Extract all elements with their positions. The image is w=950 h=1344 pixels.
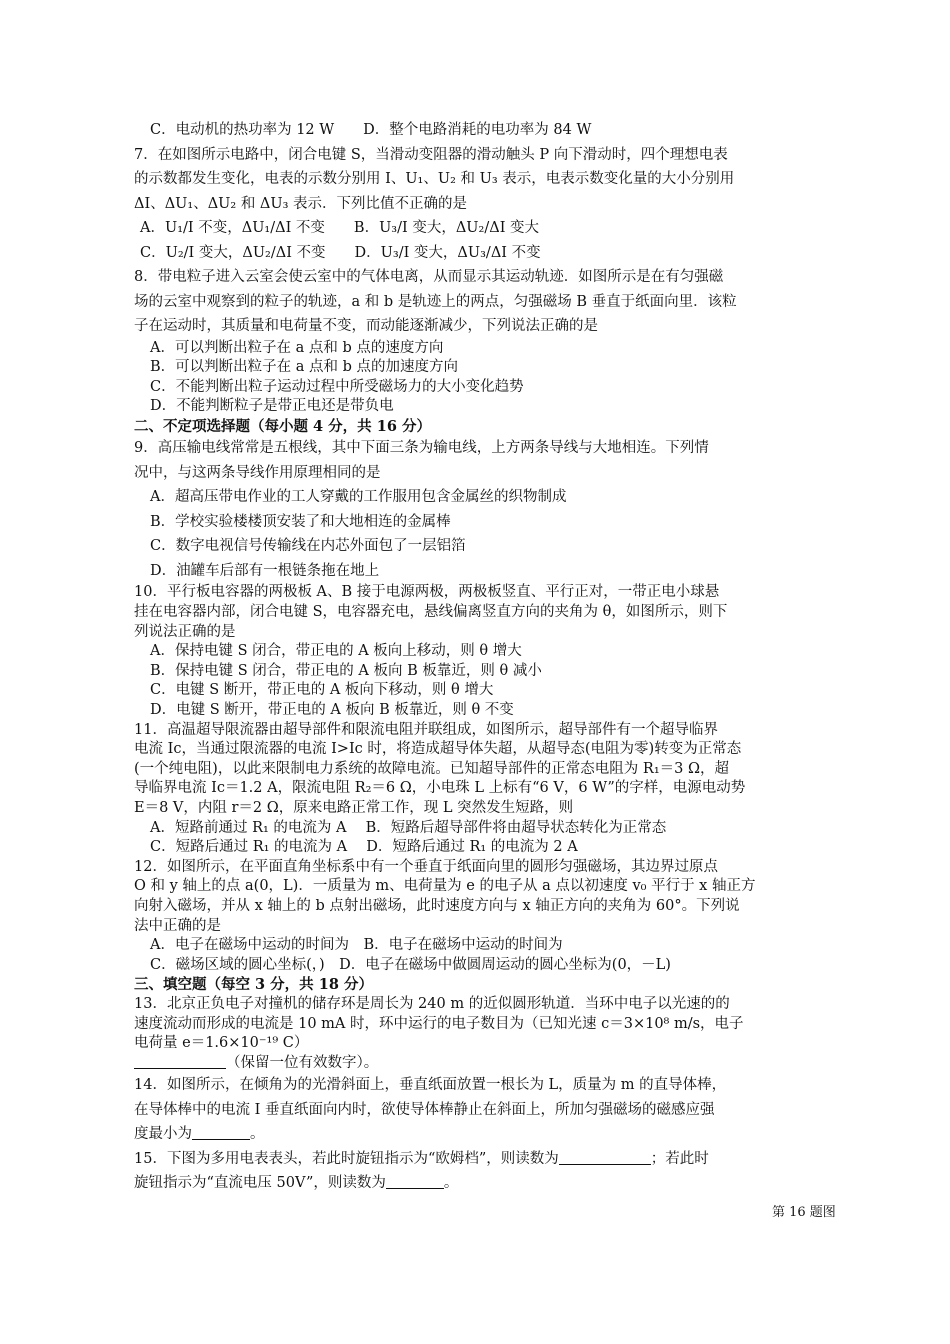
text-line: 子在运动时，其质量和电荷量不变，而动能逐渐减少，下列说法正确的是 <box>134 318 598 334</box>
q14-line-3 <box>134 1122 816 1147</box>
text-line: C．磁场区域的圆心坐标(，) D．电子在磁场中做圆周运动的圆心坐标为(0，－L) <box>150 956 671 973</box>
text-line: 8．带电粒子进入云室会使云室中的气体电离，从而显示其运动轨迹．如图所示是在有匀强磁 <box>134 269 724 285</box>
text-line: 况中，与这两条导线作用原理相同的是 <box>134 464 381 481</box>
q15-text-c: 旋钮指示为“直流电压 50V”，则读数为 <box>134 1175 386 1192</box>
text-line: 导临界电流 Ic＝1.2 A，限流电阻 R₂＝6 Ω，小电珠 L 上标有“6 V，6 W”的字样，电源电动势 <box>134 780 746 797</box>
q15-text-b: ；若此时 <box>650 1150 709 1167</box>
text-line: C．短路后通过 R₁ 的电流为 A D．短路后通过 R₁ 的电流为 2 A <box>150 839 578 856</box>
text-line: B．学校实验楼楼顶安装了和大地相连的金属棒 <box>150 513 451 530</box>
question-text-block <box>134 118 816 1054</box>
text-line: 12．如图所示，在平面直角坐标系中有一个垂直于纸面向里的圆形匀强磁场，其边界过原点 <box>134 858 718 875</box>
text-line: E＝8 V，内阻 r＝2 Ω，原来电路正常工作，现 L 突然发生短路，则 <box>134 800 574 816</box>
section-heading: 二、不定项选择题（每小题 4 分，共 16 分） <box>134 417 431 435</box>
text-line: B．保持电键 S 闭合，带正电的 A 板向 B 板靠近，则 θ 减小 <box>150 662 542 679</box>
q15-line-1 <box>134 1147 816 1172</box>
figure-caption: 第 16 题图 <box>772 1205 836 1220</box>
section-heading: 三、填空题（每空 3 分，共 18 分） <box>134 976 373 994</box>
text-line: A．短路前通过 R₁ 的电流为 A B．短路后超导部件将由超导状态转化为正常态 <box>150 819 667 836</box>
q15-text-a: 15．下图为多用电表表头，若此时旋钮指示为“欧姆档”，则读数为 <box>134 1150 559 1167</box>
q13-answer-line <box>134 1054 816 1074</box>
text-line: B．可以判断出粒子在 a 点和 b 点的加速度方向 <box>150 359 459 376</box>
text-line: A．电子在磁场中运动的时间为 B．电子在磁场中运动的时间为 <box>150 937 563 954</box>
q15-line-2 <box>134 1171 816 1196</box>
q14-answer-blank[interactable] <box>192 1125 250 1140</box>
q13-answer-blank[interactable] <box>134 1054 226 1069</box>
text-line: 电荷量 e＝1.6×10⁻¹⁹ C） <box>134 1035 309 1052</box>
text-line: 的示数都发生变化，电表的示数分别用 I、U₁、U₂ 和 U₃ 表示，电表示数变化量的大小分别用 <box>134 171 735 187</box>
q15-ohm-answer-blank[interactable] <box>559 1150 651 1165</box>
text-line: 向射入磁场，并从 x 轴上的 b 点射出磁场，此时速度方向与 x 轴正方向的夹角为 60°。下列说 <box>134 897 740 914</box>
text-line: C．电动机的热功率为 12 W D．整个电路消耗的电功率为 84 W <box>150 122 592 138</box>
text-line: 法中正确的是 <box>134 917 221 934</box>
text-line: D．电键 S 断开，带正电的 A 板向 B 板靠近，则 θ 不变 <box>150 702 514 719</box>
text-line: 11．高温超导限流器由超导部件和限流电阻并联组成，如图所示，超导部件有一个超导临界 <box>134 721 718 738</box>
q13-tail: （保留一位有效数字）。 <box>226 1054 379 1071</box>
text-line: C．不能判断出粒子运动过程中所受磁场力的大小变化趋势 <box>150 378 524 395</box>
q14-tail-a: 度最小为 <box>134 1126 192 1143</box>
q15-text-d: 。 <box>443 1175 459 1192</box>
text-line: 7．在如图所示电路中，闭合电键 S，当滑动变阻器的滑动触头 P 向下滑动时，四个理想电表 <box>134 146 728 163</box>
text-line: 13．北京正负电子对撞机的储存环是周长为 240 m 的近似圆形轨道．当环中电子以光速的的 <box>134 995 730 1012</box>
text-line: C．U₂/I 变大，ΔU₂/ΔI 不变 D．U₃/I 变大，ΔU₃/ΔI 不变 <box>140 244 541 261</box>
q14-line-1: 14．如图所示，在倾角为的光滑斜面上，垂直纸面放置一根长为 L，质量为 m 的直导体棒， <box>134 1077 727 1094</box>
text-line: 速度流动而形成的电流是 10 mA 时，环中运行的电子数目为（已知光速 c＝3×10⁸ m/s，电子 <box>134 1015 744 1032</box>
text-line: A．保持电键 S 闭合，带正电的 A 板向上移动，则 θ 增大 <box>150 643 522 660</box>
q14-tail-b: 。 <box>250 1126 265 1143</box>
text-line: C．电键 S 断开，带正电的 A 板向下移动，则 θ 增大 <box>150 682 494 699</box>
text-line: A．U₁/I 不变，ΔU₁/ΔI 不变 B．U₃/I 变大，ΔU₂/ΔI 变大 <box>140 220 540 236</box>
text-line: A．可以判断出粒子在 a 点和 b 点的速度方向 <box>150 339 444 356</box>
text-line: ΔI、ΔU₁、ΔU₂ 和 ΔU₃ 表示．下列比值不正确的是 <box>134 195 468 212</box>
text-line: O 和 y 轴上的点 a(0，L)．一质量为 m、电荷量为 e 的电子从 a 点以初速度 v₀ 平行于 x 轴正方 <box>134 878 756 895</box>
text-line: 场的云室中观察到的粒子的轨迹，a 和 b 是轨迹上的两点，匀强磁场 B 垂直于纸面向里．该粒 <box>134 293 737 310</box>
text-line: D．油罐车后部有一根链条拖在地上 <box>150 562 380 579</box>
q14-line-2: 在导体棒中的电流 I 垂直纸面向内时，欲使导体棒静止在斜面上，所加匀强磁场的磁感应强 <box>134 1101 715 1118</box>
text-line: (一个纯电阻)，以此来限制电力系统的故障电流。已知超导部件的正常态电阻为 R₁＝3 Ω，超 <box>134 760 730 777</box>
text-line: D．不能判断粒子是带正电还是带负电 <box>150 398 394 415</box>
text-line: 电流 Ic，当通过限流器的电流 I>Ic 时，将造成超导体失超，从超导态(电阻为零)转变为正常态 <box>134 741 742 758</box>
text-line: 10．平行板电容器的两极板 A、B 接于电源两极，两极板竖直、平行正对，一带正电小球悬 <box>134 584 720 601</box>
text-line: 列说法正确的是 <box>134 623 236 640</box>
text-line: 9．高压输电线常常是五根线，其中下面三条为输电线，上方两条导线与大地相连。下列情 <box>134 440 709 457</box>
text-line: 挂在电容器内部，闭合电键 S，电容器充电，悬线偏离竖直方向的夹角为 θ，如图所示，则下 <box>134 604 728 621</box>
text-line: C．数字电视信号传输线在内芯外面包了一层铝箔 <box>150 538 466 555</box>
text-line: A．超高压带电作业的工人穿戴的工作服用包含金属丝的织物制成 <box>150 489 567 506</box>
q15-voltage-answer-blank[interactable] <box>386 1174 444 1189</box>
